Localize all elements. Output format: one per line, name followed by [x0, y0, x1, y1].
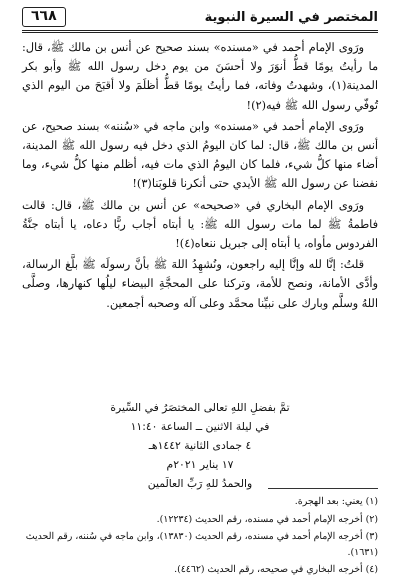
- footnote-divider: [268, 488, 378, 489]
- footnote: (١) يعني: بعد الهجرة.: [294, 496, 378, 507]
- running-title: المختصر في السيرة النبوية: [204, 9, 378, 25]
- colophon-line: ٤ جمادى الثانية ١٤٤٢هـ: [148, 439, 252, 452]
- page-number: ٦٦٨: [22, 7, 66, 26]
- paragraph: ورَوى الإمام أحمد في «مسنده» وابن ماجه في «سُننه» بسند صحيح، عن أنس بن مالك ﷺ، قال: لما كان اليومُ الذي دخل فيه رسول الله ﷺ المدينة، أضاء منها كلُّ شيء، فلما كان اليومُ الذي مات فيه، أظلم منها كلُّ شيء، وما نفضنا عن رسول الله ﷺ الأيدي حتى أنكرنا قلوبَنا(٣)!: [22, 119, 378, 191]
- colophon-line: ١٧ يناير ٢٠٢١م: [166, 458, 234, 471]
- colophon: [60, 398, 340, 493]
- footnotes: [22, 494, 378, 580]
- colophon-line: تمَّ بفضلِ اللهِ تعالى المختصَرُ في السِّيرة: [110, 401, 290, 414]
- footnote: (٢) أخرجه الإمام أحمد في مسنده، رقم الحديث (١٢٢٣٤).: [156, 513, 378, 525]
- paragraph: ورَوى الإمام أحمد في «مسنده» بسند صحيح عن أنس بن مالك ﷺ، قال: ما رأيتُ يومًا قطُّ أنوَرَ ولا أحسَنَ من يوم دخل رسول الله ﷺ وأبو بكر المدينة(١)، وشهدتُ وفاته، فما رأيتُ يومًا قطُّ أظلَمَ ولا أقبَحَ من اليوم الذي تُوفّي رسول الله ﷺ فيه(٢)!: [22, 41, 378, 112]
- paragraph: قلتُ: إنَّا لله وإنَّا إليه راجعون، ونُشهِدُ اللهَ ﷺ بأنَّ رسولَه ﷺ بلَّغ الرسالة، وأدَّى الأمانة، ونصح للأمة، وتركنا على المحجَّةِ البيضاء ليلُها كنهارها، وصلَّى اللهُ وسلَّم وبارك على نبيِّنا محمَّد وعلى آله وصحبه أجمعين.: [22, 258, 378, 310]
- footnote: (٣) أخرجه الإمام أحمد في مسنده، رقم الحديث (١٣٨٣٠)، وابن ماجه في سُننه، رقم الحديث (١٦٣١).: [25, 531, 378, 558]
- page-header: [22, 4, 378, 33]
- paragraph: ورَوى الإمام البخاري في «صحيحه» عن أنس بن مالك ﷺ، قال: قالت فاطمةُ ﷺ لما مات رسول الله ﷺ: يا أبتاه أجاب ربًّا دعاه، يا أبتاه جنَّةُ الفردوس مأواه، يا أبتاه إلى جبريل ننعاه(٤)!: [22, 198, 378, 251]
- colophon-line: في ليلة الاثنين ــ الساعة ١١:٤٠: [130, 420, 270, 433]
- main-text: [22, 38, 378, 315]
- colophon-line: والحمدُ للهِ رَبِّ العالَمين: [147, 477, 253, 490]
- footnote: (٤) أخرجه البخاري في صحيحه، رقم الحديث (٤٤٦٢).: [174, 564, 378, 575]
